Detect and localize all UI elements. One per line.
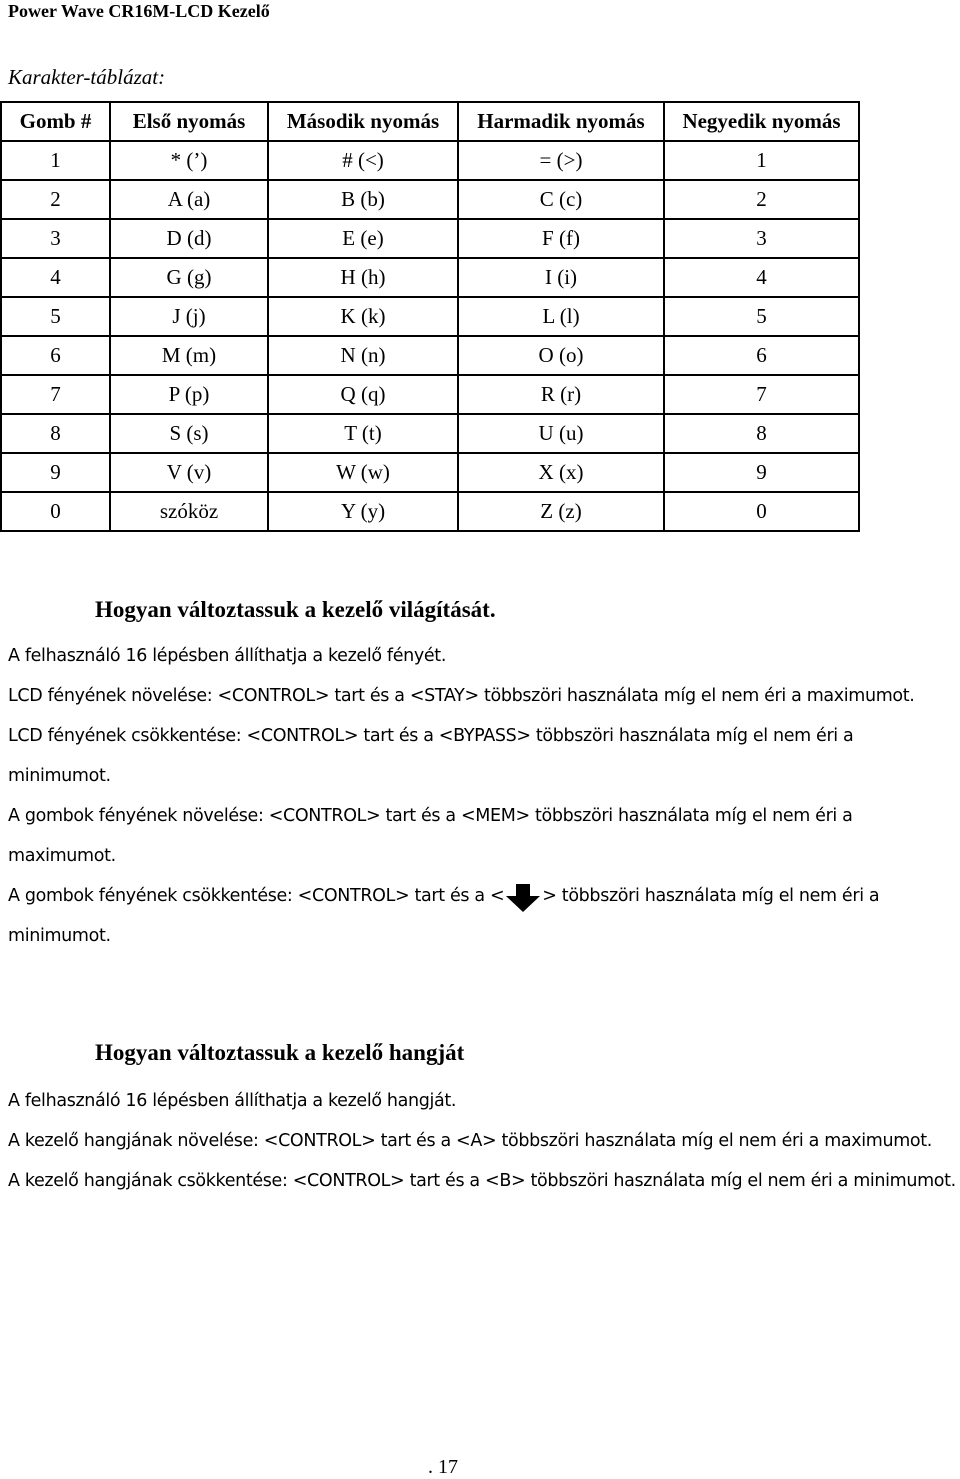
table-row: [1, 453, 859, 492]
table-row: [1, 258, 859, 297]
document-header: Power Wave CR16M-LCD Kezelő: [8, 1, 270, 21]
lighting-section-title: Hogyan változtassuk a kezelő világítását.: [95, 597, 496, 622]
down-arrow-icon: [504, 884, 542, 912]
sound-section: [8, 1081, 960, 1201]
table-cell: 8: [664, 414, 859, 453]
table-cell: szóköz: [110, 492, 268, 531]
table-cell: 9: [1, 453, 110, 492]
table-cell: H (h): [268, 258, 458, 297]
table-cell: 5: [1, 297, 110, 336]
table-cell: V (v): [110, 453, 268, 492]
table-cell: 1: [664, 141, 859, 180]
table-cell: = (>): [458, 141, 664, 180]
page-number: . 17: [428, 1456, 458, 1478]
table-cell: 6: [1, 336, 110, 375]
table-cell: 2: [664, 180, 859, 219]
table-cell: # (<): [268, 141, 458, 180]
table-cell: M (m): [110, 336, 268, 375]
table-cell: P (p): [110, 375, 268, 414]
table-caption: Karakter-táblázat:: [8, 65, 166, 89]
sound-section-title: Hogyan változtassuk a kezelő hangját: [95, 1040, 465, 1065]
table-cell: F (f): [458, 219, 664, 258]
table-cell: C (c): [458, 180, 664, 219]
sound-intro: A felhasználó 16 lépésben állíthatja a kezelő hangját.: [8, 1091, 457, 1111]
table-cell: J (j): [110, 297, 268, 336]
table-row: [1, 492, 859, 531]
buttons-decrease-text-after: > többszöri használata míg el nem éri a minimumot.: [8, 886, 880, 946]
column-header: Harmadik nyomás: [458, 102, 664, 141]
lcd-increase-instruction: LCD fényének növelése: <CONTROL> tart és a <STAY> többszöri használata míg el nem éri a maximumot.: [8, 686, 915, 706]
lighting-section: [8, 636, 960, 956]
table-cell: K (k): [268, 297, 458, 336]
table-row: [1, 336, 859, 375]
table-row: [1, 141, 859, 180]
buttons-increase-instruction: A gombok fényének növelése: <CONTROL> tart és a <MEM> többszöri használata míg el nem éri a maximumot.: [8, 806, 853, 866]
table-cell: L (l): [458, 297, 664, 336]
table-row: [1, 219, 859, 258]
table-cell: 8: [1, 414, 110, 453]
table-cell: E (e): [268, 219, 458, 258]
table-cell: 4: [664, 258, 859, 297]
table-cell: 4: [1, 258, 110, 297]
column-header: Első nyomás: [110, 102, 268, 141]
table-cell: B (b): [268, 180, 458, 219]
table-cell: 9: [664, 453, 859, 492]
character-table: [0, 101, 860, 532]
table-row: [1, 180, 859, 219]
table-cell: T (t): [268, 414, 458, 453]
table-cell: 5: [664, 297, 859, 336]
buttons-decrease-instruction: [8, 876, 960, 956]
table-row: [1, 375, 859, 414]
column-header: Gomb #: [1, 102, 110, 141]
column-header: Negyedik nyomás: [664, 102, 859, 141]
table-cell: 1: [1, 141, 110, 180]
table-cell: A (a): [110, 180, 268, 219]
table-cell: 7: [1, 375, 110, 414]
table-cell: 2: [1, 180, 110, 219]
table-cell: W (w): [268, 453, 458, 492]
table-cell: 0: [664, 492, 859, 531]
table-row: [1, 297, 859, 336]
table-cell: Q (q): [268, 375, 458, 414]
table-cell: 0: [1, 492, 110, 531]
table-cell: I (i): [458, 258, 664, 297]
lcd-decrease-instruction: LCD fényének csökkentése: <CONTROL> tart és a <BYPASS> többszöri használata míg el nem éri a minimumot.: [8, 726, 854, 786]
table-cell: 6: [664, 336, 859, 375]
table-cell: O (o): [458, 336, 664, 375]
table-cell: Y (y): [268, 492, 458, 531]
table-cell: X (x): [458, 453, 664, 492]
sound-decrease-instruction: A kezelő hangjának csökkentése: <CONTROL> tart és a <B> többszöri használata míg el nem éri a minimumot.: [8, 1171, 956, 1191]
table-cell: 3: [664, 219, 859, 258]
table-header-row: [1, 102, 859, 141]
table-cell: Z (z): [458, 492, 664, 531]
buttons-decrease-text-before: A gombok fényének csökkentése: <CONTROL> tart és a <: [8, 886, 505, 906]
table-cell: G (g): [110, 258, 268, 297]
table-cell: D (d): [110, 219, 268, 258]
lighting-intro: A felhasználó 16 lépésben állíthatja a kezelő fényét.: [8, 646, 447, 666]
table-cell: R (r): [458, 375, 664, 414]
column-header: Második nyomás: [268, 102, 458, 141]
table-cell: N (n): [268, 336, 458, 375]
table-cell: * (’): [110, 141, 268, 180]
table-cell: U (u): [458, 414, 664, 453]
table-row: [1, 414, 859, 453]
table-cell: 7: [664, 375, 859, 414]
sound-increase-instruction: A kezelő hangjának növelése: <CONTROL> tart és a <A> többszöri használata míg el nem éri a maximumot.: [8, 1131, 932, 1151]
table-cell: S (s): [110, 414, 268, 453]
table-cell: 3: [1, 219, 110, 258]
